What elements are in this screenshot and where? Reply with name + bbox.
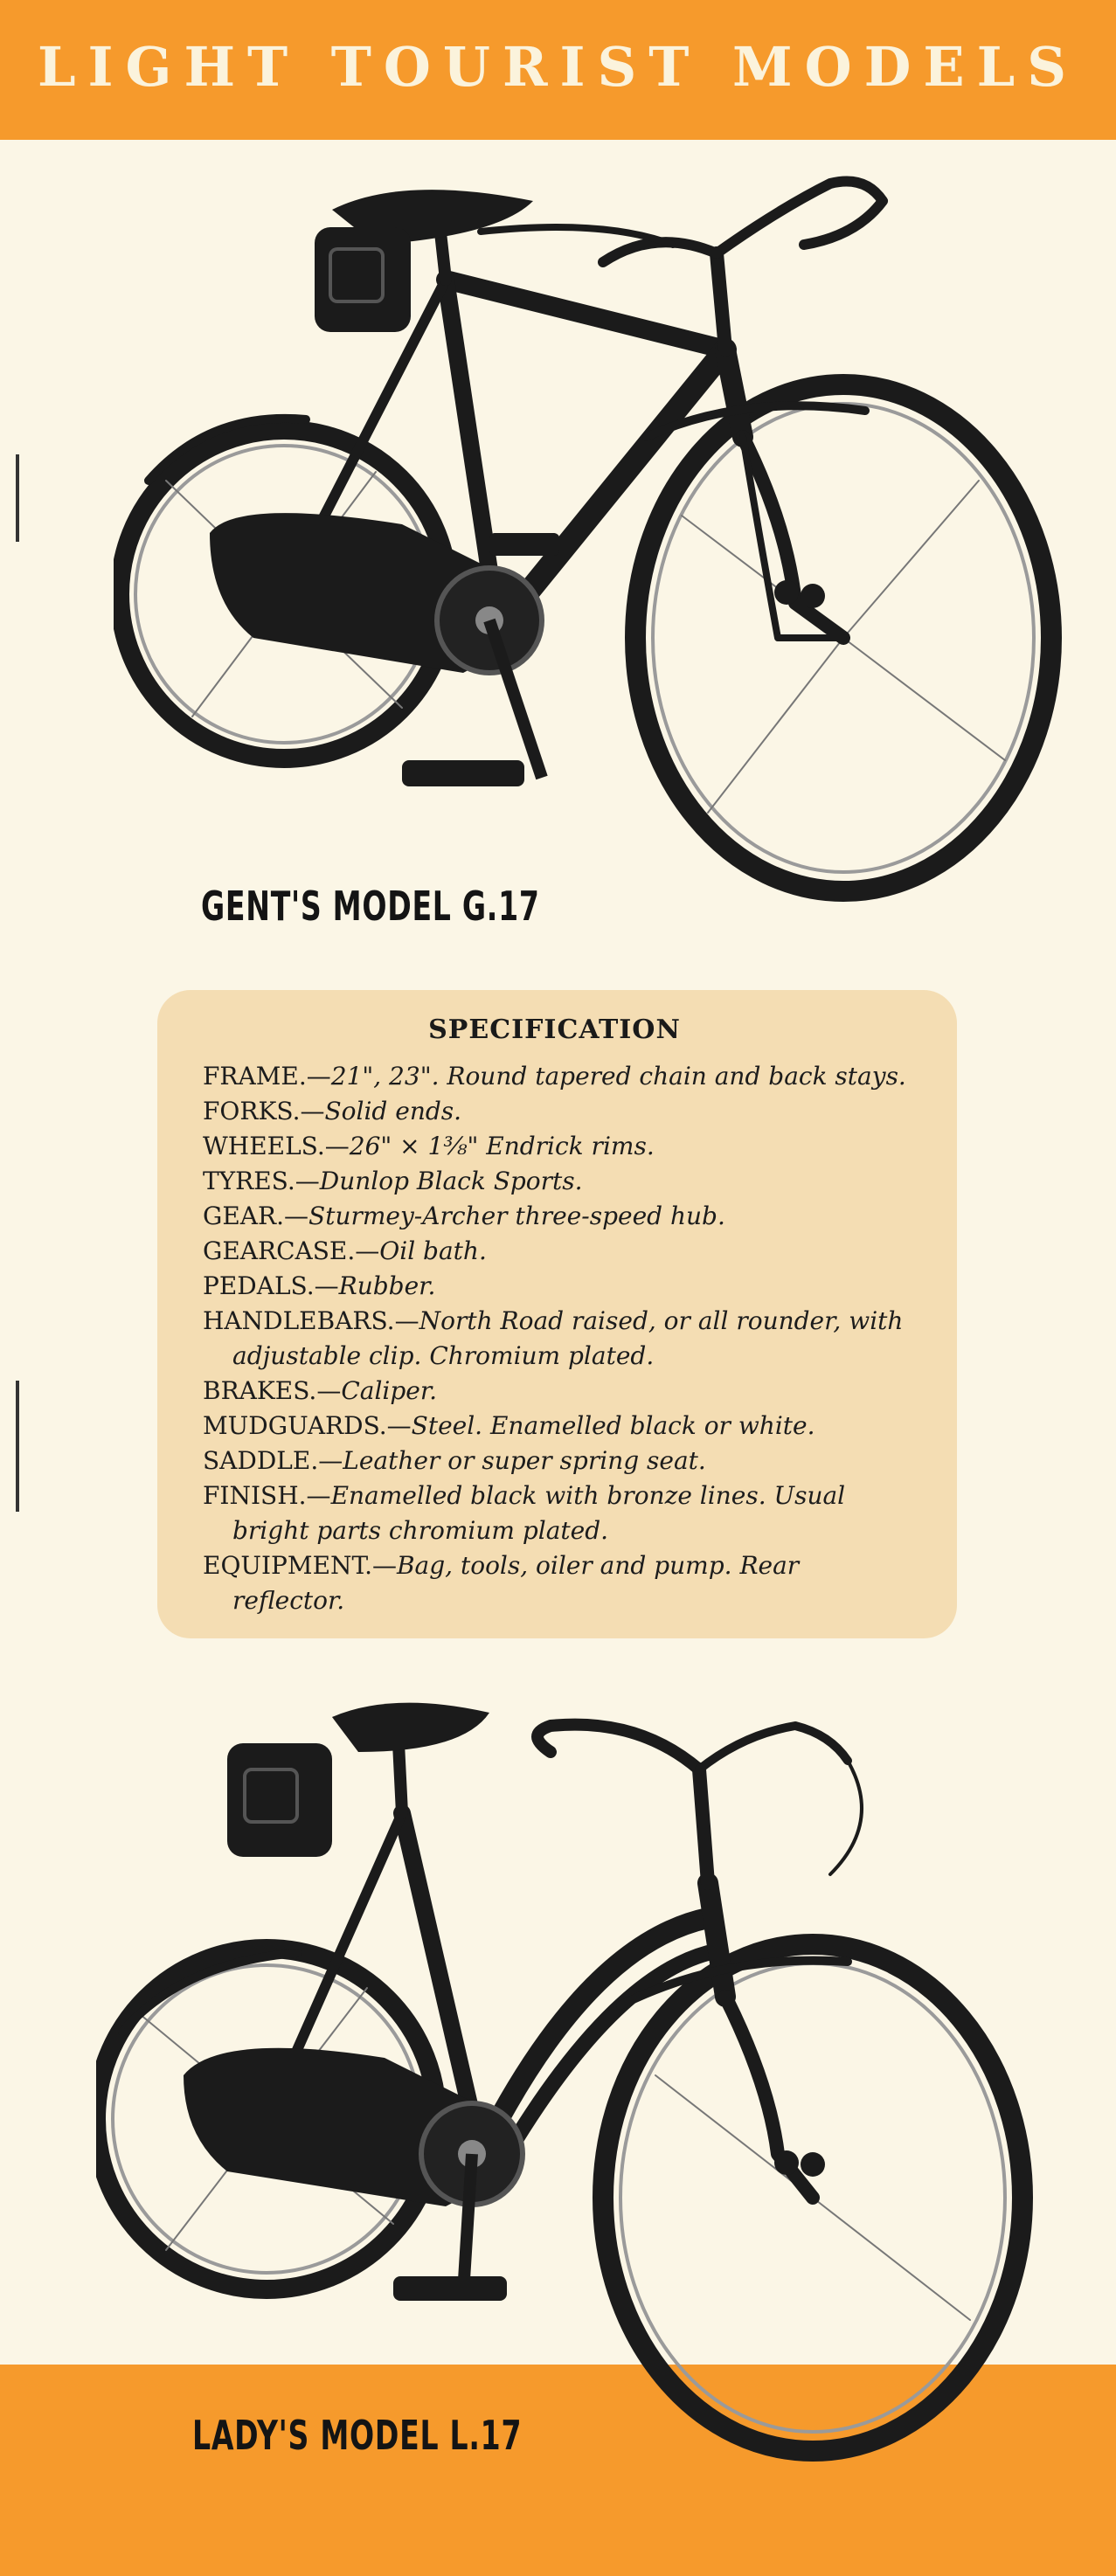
spec-item (203, 1164, 906, 1199)
spec-key: MUDGUARDS.— (203, 1411, 412, 1440)
spec-value: 26" × 1⅜" Endrick rims. (349, 1132, 655, 1160)
spec-item (203, 1234, 906, 1269)
spec-item (203, 1409, 906, 1444)
spec-key: SADDLE.— (203, 1446, 343, 1475)
spec-key: TYRES.— (203, 1167, 320, 1195)
spec-value: Sturmey-Archer three-speed hub. (308, 1201, 725, 1230)
spec-value: Caliper. (341, 1376, 438, 1405)
spec-item (203, 1444, 906, 1478)
spec-key: GEARCASE.— (203, 1236, 380, 1265)
spec-key: HANDLEBARS.— (203, 1306, 419, 1335)
spec-value: Solid ends. (324, 1097, 462, 1125)
specification-panel (157, 990, 957, 1638)
spec-item (203, 1059, 906, 1094)
spec-value: Rubber. (338, 1271, 436, 1300)
spec-key: FORKS.— (203, 1097, 325, 1125)
spec-key: GEAR.— (203, 1201, 309, 1230)
ladys-model-label: LADY'S MODEL L.17 (192, 2412, 523, 2459)
spec-key: PEDALS.— (203, 1271, 339, 1300)
page-title: LIGHT TOURIST MODELS (37, 35, 1079, 99)
specification-heading: SPECIFICATION (428, 1014, 681, 1045)
spec-key: FRAME.— (203, 1062, 331, 1091)
specification-list (203, 1059, 906, 1618)
spec-value: North Road raised, or all rounder, with adjustable clip. Chromium plated. (232, 1306, 904, 1370)
binding-mark (16, 454, 19, 542)
binding-mark (16, 1381, 19, 1512)
spec-item (203, 1548, 906, 1618)
spec-item (203, 1094, 906, 1129)
spec-value: Bag, tools, oiler and pump. Rear reflector. (232, 1551, 800, 1615)
spec-item (203, 1304, 906, 1374)
spec-item (203, 1129, 906, 1164)
gents-bicycle-image (114, 149, 1066, 979)
spec-key: FINISH.— (203, 1481, 331, 1510)
spec-key: WHEELS.— (203, 1132, 350, 1160)
spec-key: BRAKES.— (203, 1376, 342, 1405)
gents-model-label: GENT'S MODEL G.17 (201, 883, 540, 930)
spec-value: Enamelled black with bronze lines. Usual bright parts chromium plated. (232, 1481, 846, 1545)
ladys-bicycle-image (96, 1665, 1066, 2477)
spec-value: Dunlop Black Sports. (319, 1167, 583, 1195)
spec-item (203, 1478, 906, 1548)
spec-value: 21", 23". Round tapered chain and back stays. (330, 1062, 906, 1091)
spec-item (203, 1199, 906, 1234)
spec-value: Oil bath. (379, 1236, 487, 1265)
spec-key: EQUIPMENT.— (203, 1551, 397, 1580)
spec-item (203, 1374, 906, 1409)
spec-value: Leather or super spring seat. (343, 1446, 706, 1475)
spec-value: Steel. Enamelled black or white. (411, 1411, 815, 1440)
spec-item (203, 1269, 906, 1304)
